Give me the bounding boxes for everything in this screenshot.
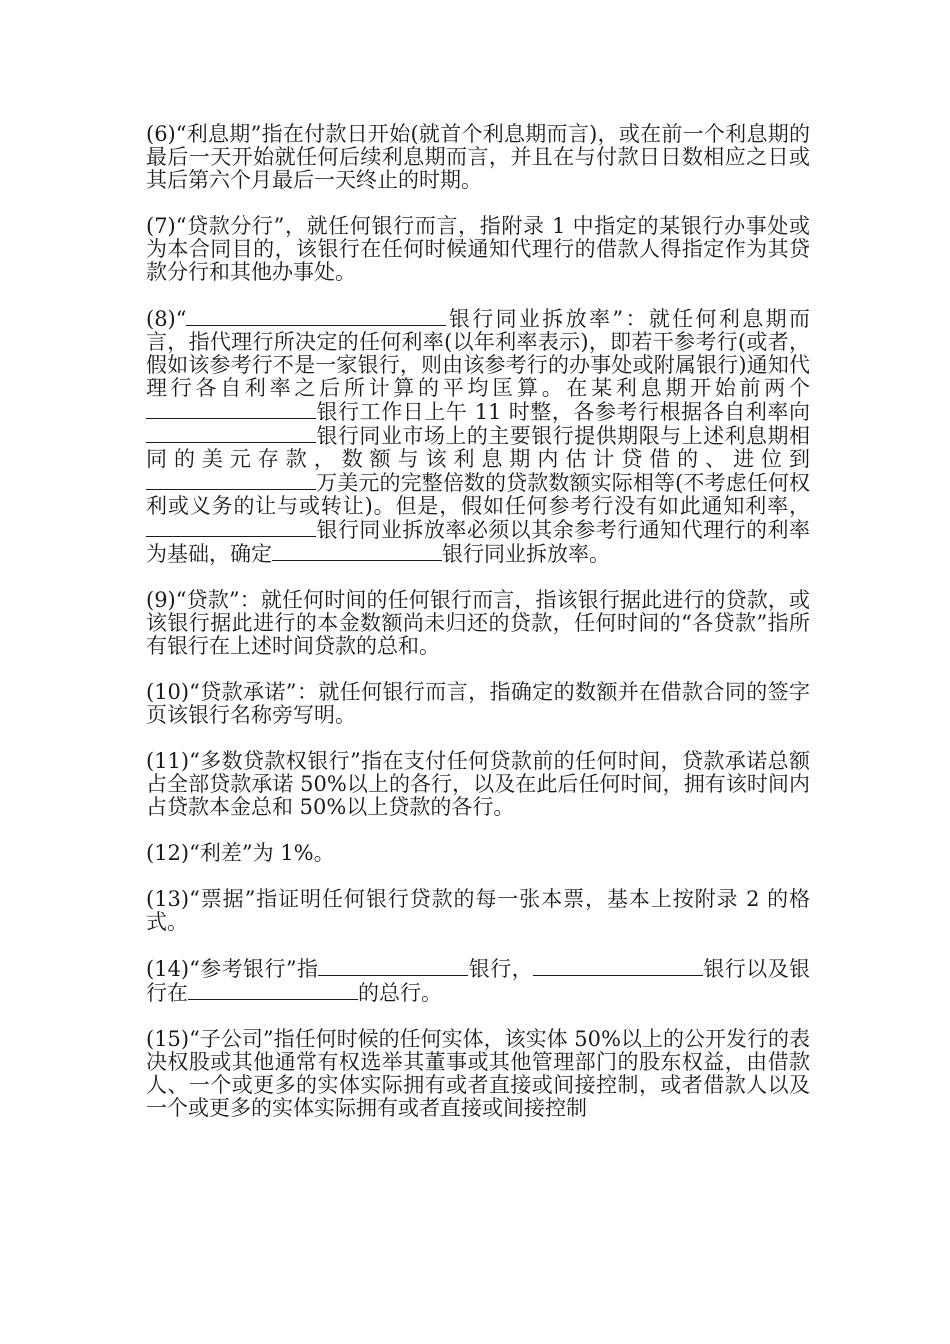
paragraph-15: (15)“子公司”指任何时候的任何实体，该实体 50%以上的公开发行的表决权股或其他通常有权选举其董事或其他管理部门的股东权益，由借款人、一个或更多的实体实际拥有或者直接或间接控制，或者借款人以及一个或更多的实体实际拥有或者直接或间接控制	[146, 1027, 810, 1120]
fill-blank	[146, 518, 316, 537]
paragraph-8-text-1: (8)“	[146, 307, 187, 331]
fill-blank	[146, 471, 316, 490]
paragraph-14	[146, 957, 810, 1005]
fill-blank	[188, 981, 358, 1000]
fill-blank	[533, 957, 703, 976]
paragraph-8-text-3: 银行工作日上午 11 时整，各参考行根据各自利率向	[316, 400, 810, 424]
fill-blank	[318, 957, 468, 976]
paragraph-7: (7)“贷款分行”，就任何银行而言，指附录 1 中指定的某银行办事处或为本合同目的，该银行在任何时候通知代理行的借款人得指定作为其贷款分行和其他办事处。	[146, 214, 810, 284]
fill-blank	[186, 307, 446, 326]
paragraph-8-text-2: 银行同业拆放率”：就任何利息期而言，指代理行所决定的任何利率(以年利率表示)，即若干参考行(或者，假如该参考行不是一家银行，则由该参考行的办事处或附属银行)通知代理行各自利率之后所计算的平均匡算。在某利息期开始前两个	[146, 307, 810, 400]
paragraph-14-text-4: 的总行。	[358, 981, 442, 1005]
fill-blank	[146, 400, 316, 419]
paragraph-9: (9)“贷款”：就任何时间的任何银行而言，指该银行据此进行的贷款，或该银行据此进行的本金数额尚未归还的贷款，任何时间的“各贷款”指所有银行在上述时间贷款的总和。	[146, 588, 810, 658]
paragraph-14-text-2: 银行，	[468, 957, 533, 981]
paragraph-8-text-4: 银行同业市场上的主要银行提供期限与上述利息期相同的美元存款，数额与该利息期内估计贷借的、进位到	[146, 424, 810, 471]
paragraph-14-text-1: (14)“参考银行”指	[146, 957, 319, 981]
paragraph-8	[146, 307, 810, 566]
paragraph-6: (6)“利息期”指在付款日开始(就首个利息期而言)，或在前一个利息期的最后一天开始就任何后续利息期而言，并且在与付款日日数相应之日或其后第六个月最后一天终止的时期。	[146, 122, 810, 192]
document-body	[146, 123, 810, 1143]
fill-blank	[272, 542, 442, 561]
paragraph-8-text-5: 万美元的完整倍数的贷款数额实际相等(不考虑任何权利或义务的让与或转让)。但是，假如任何参考行没有如此通知利率，	[146, 471, 810, 518]
paragraph-13: (13)“票据”指证明任何银行贷款的每一张本票，基本上按附录 2 的格式。	[146, 887, 810, 934]
paragraph-10: (10)“贷款承诺”：就任何银行而言，指确定的数额并在借款合同的签字页该银行名称旁写明。	[146, 680, 810, 727]
paragraph-11: (11)“多数贷款权银行”指在支付任何贷款前的任何时间，贷款承诺总额占全部贷款承诺 50%以上的各行，以及在此后任何时间，拥有该时间内占贷款本金总和 50%以上贷款的各行。	[146, 749, 810, 819]
paragraph-12: (12)“利差”为 1%。	[146, 841, 335, 865]
paragraph-14-text-3: 银行以及银行在	[146, 957, 811, 1005]
fill-blank	[146, 424, 316, 443]
paragraph-8-text-7: 银行同业拆放率。	[442, 542, 610, 566]
paragraph-8-text-6: 银行同业拆放率必须以其余参考行通知代理行的利率为基础，确定	[146, 518, 810, 566]
